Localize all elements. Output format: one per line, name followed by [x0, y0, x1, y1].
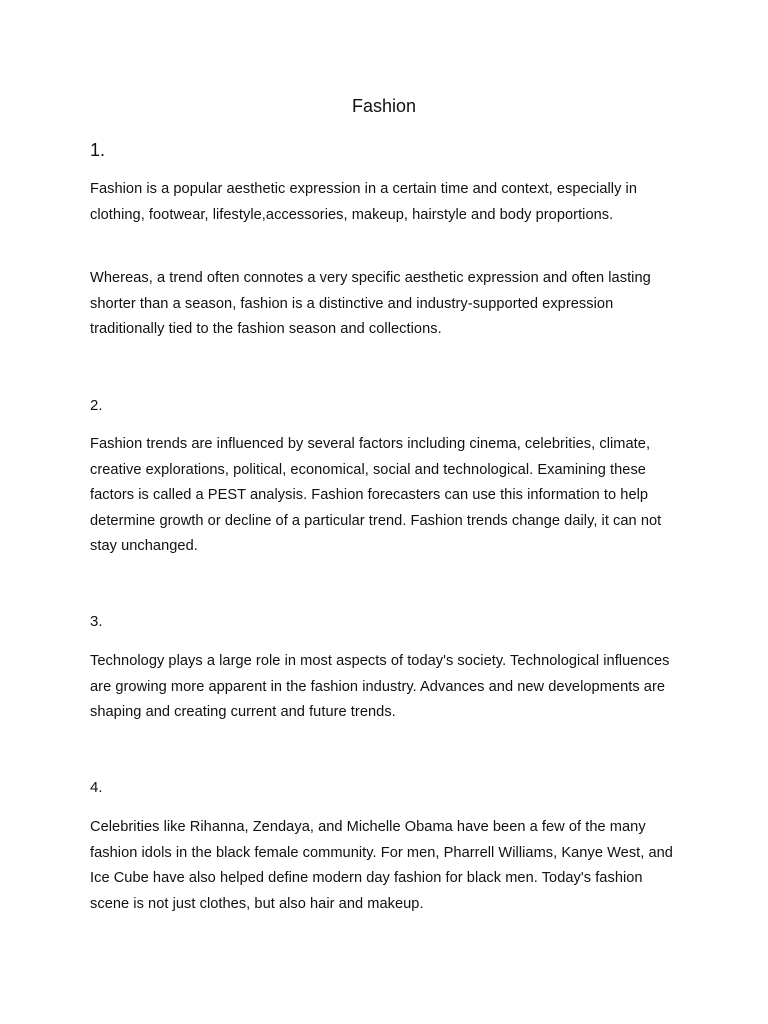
- section-number-1: 1.: [90, 140, 106, 160]
- section-3-paragraph-1: Technology plays a large role in most aspects of today's society. Technological influences are growing more apparent in the fashion industry. Advances and new developments are shaping and creating current and future trends.: [90, 653, 670, 720]
- section-number-2: 2.: [90, 397, 103, 414]
- document-title: Fashion: [351, 96, 417, 116]
- section-1-paragraph-1: Fashion is a popular aesthetic expression in a certain time and context, especially in clothing, footwear, lifestyle,accessories, makeup, hairstyle and body proportions.: [90, 181, 637, 223]
- section-1-paragraph-2: Whereas, a trend often connotes a very specific aesthetic expression and often lasting shorter than a season, fashion is a distinctive and industry-supported expression traditionally tied to the fashion season and collections.: [90, 270, 651, 337]
- section-4-paragraph-1: Celebrities like Rihanna, Zendaya, and Michelle Obama have been a few of the many fashion idols in the black female community. For men, Pharrell Williams, Kanye West, and Ice Cube have also helped define modern day fashion for black men. Today's fashion scene is not just clothes, but also hair and makeup.: [90, 819, 673, 912]
- section-2-paragraph-1: Fashion trends are influenced by several factors including cinema, celebrities, climate, creative explorations, political, economical, social and technological. Examining these factors is called a PEST analysis. Fashion forecasters can use this information to help determine growth or decline of a particular trend. Fashion trends change daily, it can not stay unchanged.: [90, 436, 662, 554]
- section-number-3: 3.: [90, 613, 103, 630]
- section-number-4: 4.: [90, 779, 103, 796]
